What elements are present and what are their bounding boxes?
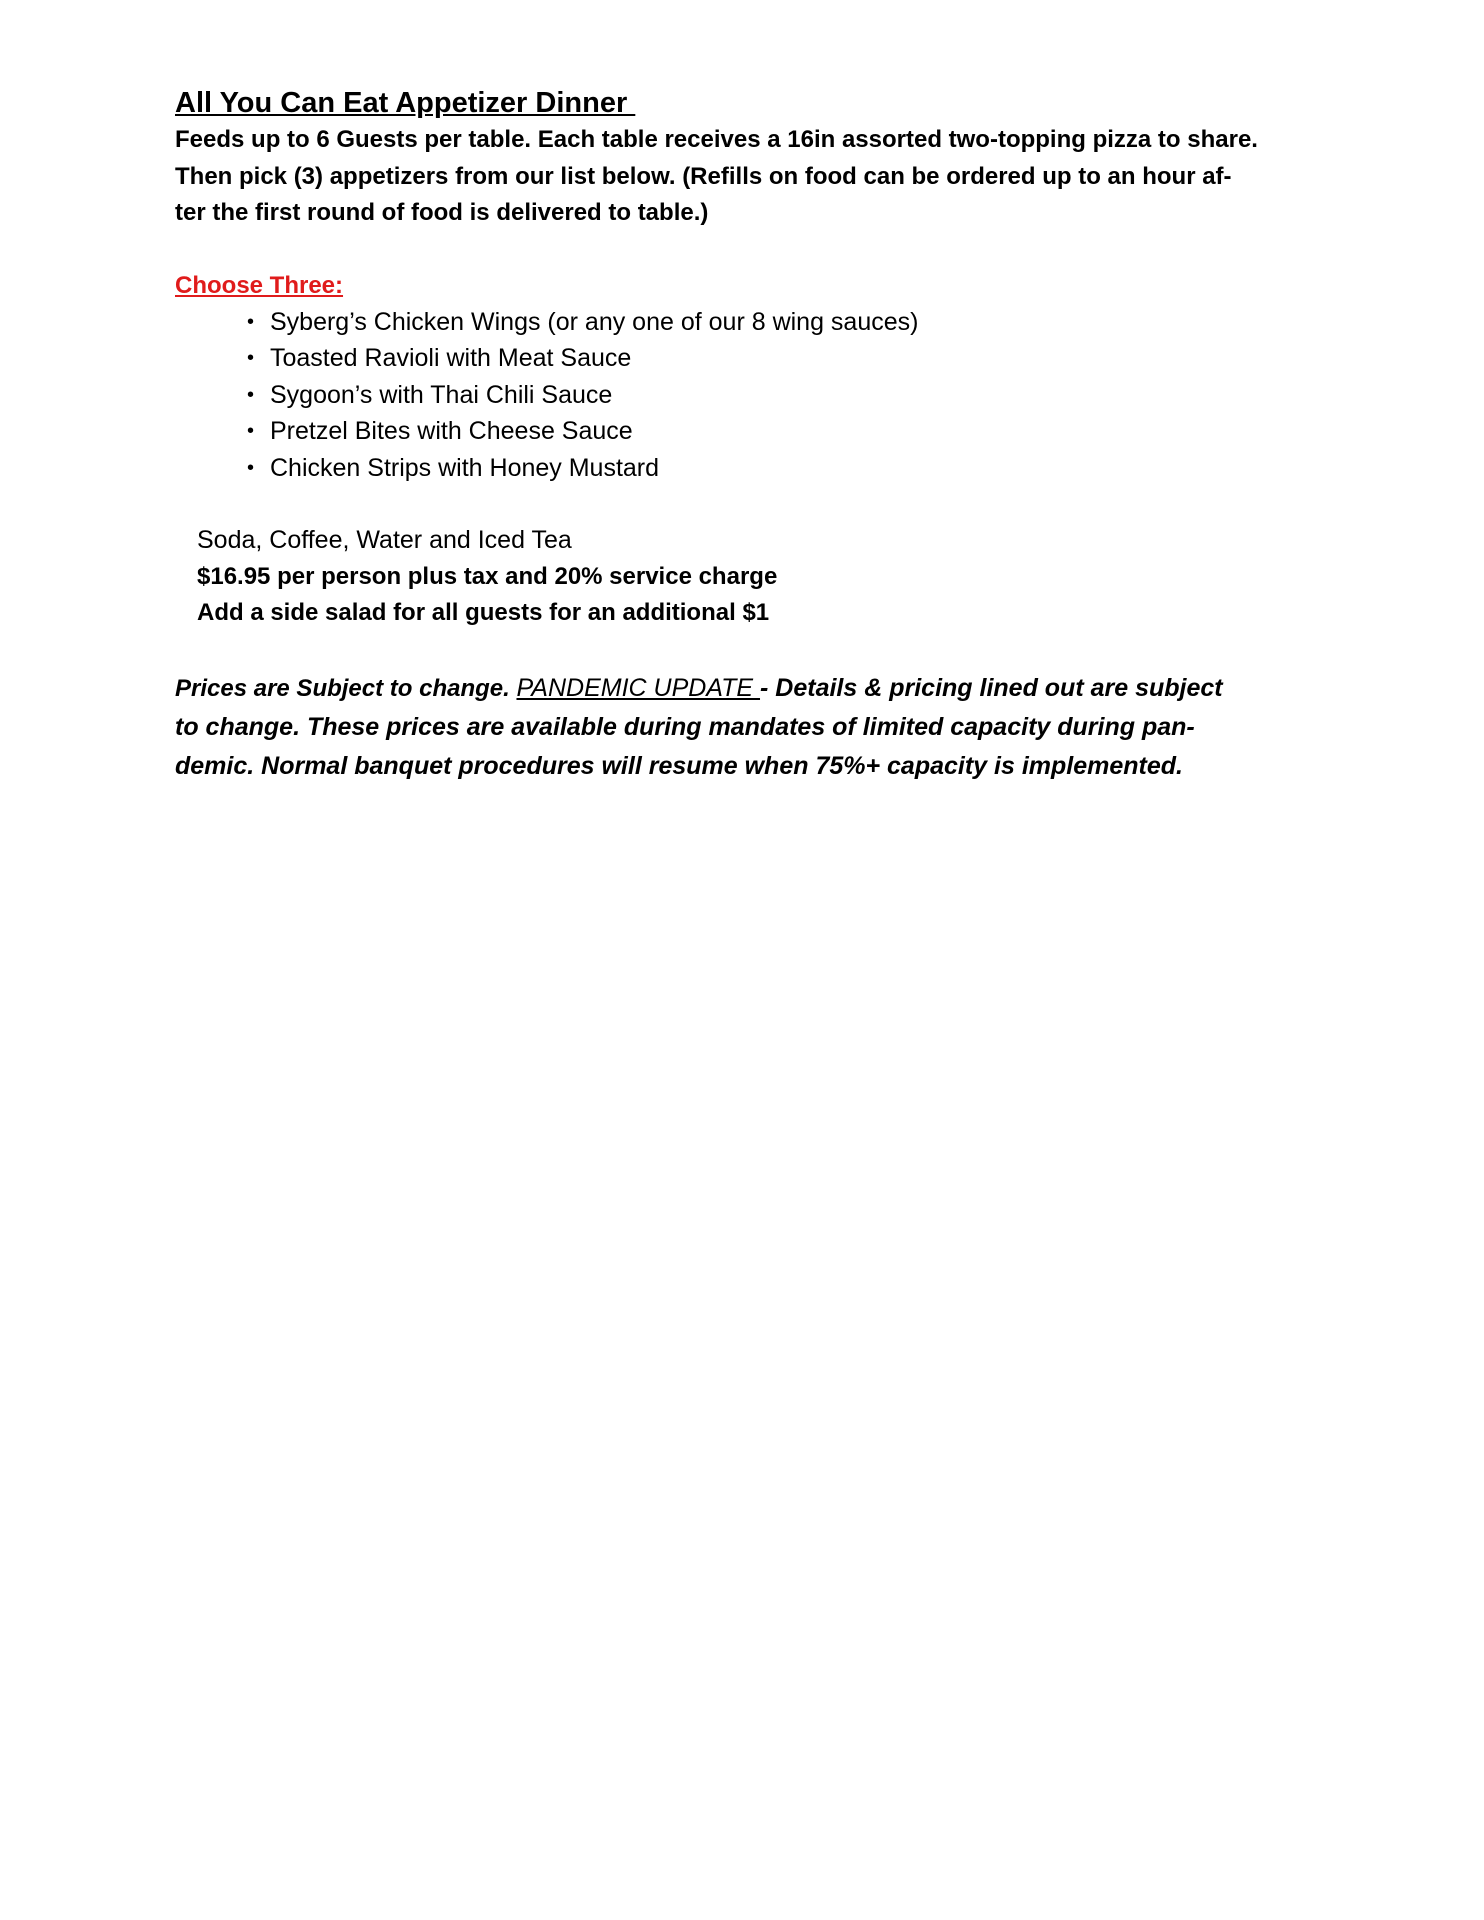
intro-line: ter the first round of food is delivered to table.) bbox=[175, 199, 709, 226]
pandemic-note bbox=[175, 669, 1325, 786]
bullet-icon: • bbox=[247, 456, 255, 479]
list-item-label: Pretzel Bites with Cheese Sauce bbox=[270, 417, 633, 445]
note-line: to change. These prices are available during mandates of limited capacity during pan- bbox=[175, 712, 1195, 741]
page-title: All You Can Eat Appetizer Dinner bbox=[175, 87, 636, 119]
choose-three-heading: Choose Three: bbox=[175, 271, 344, 299]
intro-line: Then pick (3) appetizers from our list below. (Refills on food can be ordered up to an hour af- bbox=[175, 162, 1232, 190]
pandemic-update-label: PANDEMIC UPDATE bbox=[516, 673, 761, 702]
list-item-label: Chicken Strips with Honey Mustard bbox=[270, 453, 660, 482]
drinks-line: Soda, Coffee, Water and Iced Tea bbox=[197, 526, 572, 554]
list-item bbox=[247, 413, 1325, 450]
list-item bbox=[247, 450, 1325, 487]
note-lead: Prices are Subject to change. bbox=[175, 674, 517, 702]
list-item-label: Sygoon’s with Thai Chili Sauce bbox=[270, 380, 613, 409]
note-line: demic. Normal banquet procedures will resume when 75%+ capacity is implemented. bbox=[175, 751, 1183, 780]
bullet-icon: • bbox=[247, 420, 255, 442]
intro-paragraph bbox=[175, 122, 1325, 232]
menu-content bbox=[175, 84, 1325, 786]
side-salad-line: Add a side salad for all guests for an additional $1 bbox=[197, 599, 770, 626]
list-item bbox=[247, 304, 1325, 341]
appetizer-list bbox=[175, 304, 1325, 487]
intro-line: Feeds up to 6 Guests per table. Each table receives a 16in assorted two-topping pizza to share. bbox=[175, 126, 1258, 153]
list-item bbox=[247, 377, 1325, 414]
drinks-pricing-block bbox=[175, 522, 1325, 632]
note-line bbox=[175, 669, 1325, 708]
bullet-icon: • bbox=[247, 347, 255, 369]
bullet-icon: • bbox=[247, 310, 255, 333]
list-item-label: Syberg’s Chicken Wings (or any one of our 8 wing sauces) bbox=[270, 307, 919, 336]
list-item-label: Toasted Ravioli with Meat Sauce bbox=[270, 344, 632, 372]
price-line: $16.95 per person plus tax and 20% service charge bbox=[197, 562, 778, 590]
note-line-rest: - Details & pricing lined out are subject bbox=[760, 673, 1223, 702]
list-item bbox=[247, 340, 1325, 377]
bullet-icon: • bbox=[247, 383, 255, 406]
